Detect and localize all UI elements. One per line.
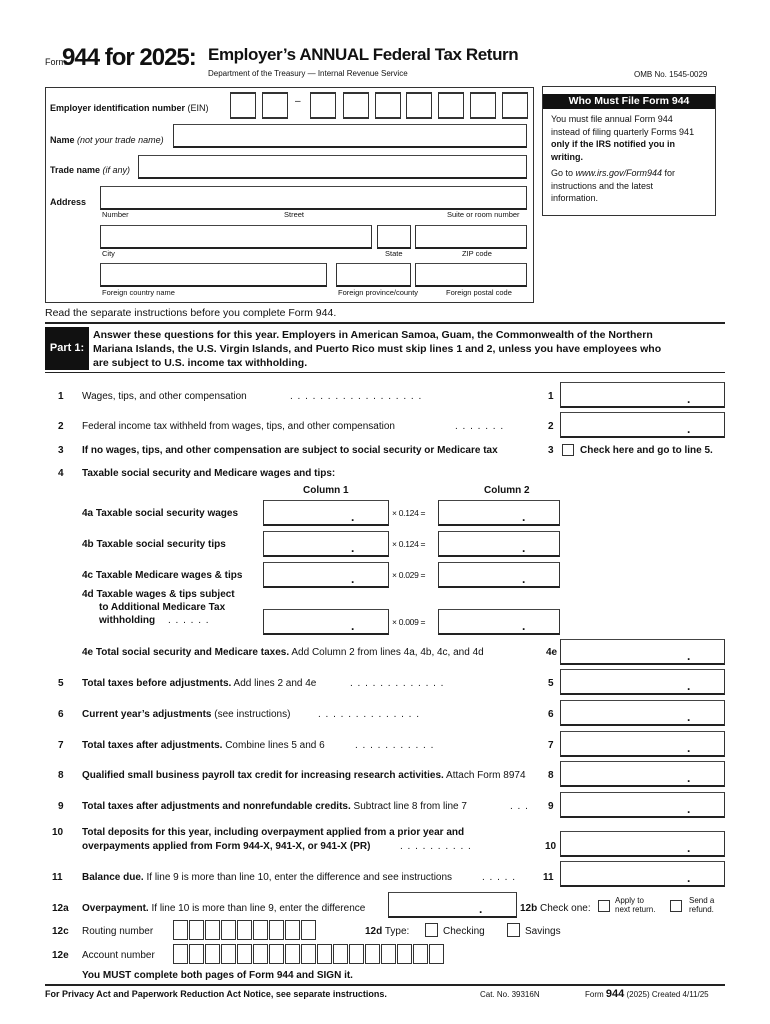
- line-ref: 8: [548, 770, 554, 781]
- line-11-label: [82, 872, 452, 883]
- checking-checkbox[interactable]: [425, 923, 438, 937]
- routing-digit-box[interactable]: [269, 920, 284, 940]
- who-line: instead of filing quarterly Forms 941: [551, 126, 695, 137]
- ein-digit-box[interactable]: [438, 92, 464, 119]
- zip-input[interactable]: [415, 225, 527, 249]
- line-ref: 2: [548, 421, 554, 432]
- rate-l4b: × 0.124 =: [392, 539, 426, 549]
- ein-label-text: Employer identification number: [50, 103, 186, 113]
- line-12b-label-bold: 12b: [520, 903, 538, 914]
- account-digit-box[interactable]: [269, 944, 284, 964]
- line-12a-label: [82, 903, 365, 914]
- account-digit-box[interactable]: [285, 944, 300, 964]
- line-4-label: Taxable social security and Medicare wages and tips:: [82, 468, 336, 479]
- read-instructions-note: Read the separate instructions before you complete Form 944.: [45, 307, 337, 319]
- routing-digit-box[interactable]: [285, 920, 300, 940]
- decimal-point: .: [522, 510, 526, 524]
- line-l4c-label: 4c Taxable Medicare wages & tips: [82, 570, 243, 581]
- name-label-text: Name: [50, 135, 75, 145]
- line-number: 6: [58, 709, 64, 720]
- decimal-point: .: [687, 871, 691, 885]
- decimal-point: .: [687, 679, 691, 693]
- leader-dots: . . . . . . . . . . . . .: [350, 678, 445, 689]
- line-l6-label: [82, 709, 290, 720]
- sign-reminder: You MUST complete both pages of Form 944 and SIGN it.: [82, 970, 353, 981]
- column-1-header: Column 1: [303, 485, 349, 496]
- line-4e-label-bold: 4e Total social security and Medicare taxes.: [82, 647, 290, 658]
- apply-option: Apply to: [615, 896, 644, 905]
- decimal-point: .: [687, 649, 691, 663]
- state-caption: State: [385, 249, 403, 258]
- who-line: instructions and the latest: [551, 180, 654, 191]
- savings-checkbox[interactable]: [507, 923, 520, 937]
- routing-digit-box[interactable]: [189, 920, 204, 940]
- part1-line: Answer these questions for this year. Employers in American Samoa, Guam, the Commonwealth of the Northern: [93, 329, 653, 341]
- savings-label: Savings: [525, 926, 561, 937]
- leader-dots: . . . . . . . . . .: [400, 841, 472, 852]
- line-l1-label: Wages, tips, and other compensation: [82, 391, 247, 402]
- line-l7-label-bold: Total taxes after adjustments.: [82, 740, 223, 751]
- line-l5-amount[interactable]: [560, 669, 725, 695]
- line-12a-label-text: If line 10 is more than line 9, enter the difference: [148, 903, 366, 914]
- leader-dots: . . . . . . . . . . . . . . . . . .: [290, 391, 423, 402]
- ein-digit-box[interactable]: [343, 92, 369, 119]
- leader-dots: . . . . . .: [168, 615, 210, 626]
- who-line: only if the IRS notified you in: [551, 139, 675, 149]
- line-l4c-column2[interactable]: [438, 562, 560, 588]
- form-title: Employer’s ANNUAL Federal Tax Return: [208, 45, 519, 64]
- line-10-label: Total deposits for this year, including overpayment applied from a prior year and: [82, 827, 465, 838]
- who-must-file-box: [542, 86, 716, 216]
- line-ref: 7: [548, 740, 554, 751]
- account-digit-box[interactable]: [205, 944, 220, 964]
- line-l4a-column1[interactable]: [263, 500, 389, 526]
- trade-label-text: Trade name: [50, 165, 101, 175]
- account-digit-box[interactable]: [349, 944, 364, 964]
- rate-l4d: × 0.009 =: [392, 617, 426, 627]
- address-label: Address: [50, 197, 87, 207]
- form-number: 944 for 2025:: [62, 44, 196, 71]
- name-input[interactable]: [173, 124, 527, 148]
- routing-digit-box[interactable]: [173, 920, 188, 940]
- line-4e-amount[interactable]: [560, 639, 725, 665]
- who-line: information.: [551, 193, 599, 203]
- footer-form-word: Form: [585, 990, 604, 999]
- line-l4d-column2[interactable]: [438, 609, 560, 635]
- line-ref: 6: [548, 709, 554, 720]
- line-4d-label: to Additional Medicare Tax: [99, 602, 226, 613]
- decimal-point: .: [687, 422, 691, 436]
- account-number-label: Account number: [82, 950, 155, 961]
- account-digit-box[interactable]: [317, 944, 332, 964]
- line-l9-label-text: Subtract line 8 from line 7: [350, 801, 467, 812]
- line-l7-amount[interactable]: [560, 731, 725, 757]
- line-l6-label-bold: Current year’s adjustments: [82, 709, 212, 720]
- account-digit-box[interactable]: [253, 944, 268, 964]
- name-label: [50, 135, 164, 145]
- line-l4b-column2[interactable]: [438, 531, 560, 557]
- trade-name-input[interactable]: [138, 155, 527, 179]
- account-digit-box[interactable]: [189, 944, 204, 964]
- decimal-point: .: [687, 802, 691, 816]
- line-ref: 10: [545, 841, 557, 852]
- line-number: 3: [58, 445, 64, 456]
- ein-suffix: (EIN): [187, 103, 209, 113]
- line-l5-label-bold: Total taxes before adjustments.: [82, 678, 232, 689]
- form-footer: [585, 988, 709, 1000]
- country-caption: Foreign country name: [102, 288, 175, 297]
- line-l4b-label: 4b Taxable social security tips: [82, 539, 226, 550]
- routing-number-label: Routing number: [82, 926, 154, 937]
- line-4e-label-text: Add Column 2 from lines 4a, 4b, 4c, and 4d: [289, 647, 484, 658]
- irs-link[interactable]: www.irs.gov/Form944: [575, 168, 663, 178]
- line-l7-label-text: Combine lines 5 and 6: [222, 740, 325, 751]
- line-number: 7: [58, 740, 64, 751]
- line-ref: 1: [548, 391, 554, 402]
- trade-note: (if any): [102, 165, 131, 175]
- postal-caption: Foreign postal code: [446, 288, 512, 297]
- line-l4c-column1[interactable]: [263, 562, 389, 588]
- decimal-point: .: [687, 771, 691, 785]
- leader-dots: . . . . . . . . . . .: [355, 740, 435, 751]
- line-number: 5: [58, 678, 64, 689]
- city-caption: City: [102, 249, 115, 258]
- who-go-to: Go to: [551, 168, 576, 178]
- leader-dots: . . . . .: [482, 872, 517, 883]
- who-for: for: [662, 168, 676, 178]
- line-number: 2: [58, 421, 64, 432]
- decimal-point: .: [522, 572, 526, 586]
- privacy-notice: For Privacy Act and Paperwork Reduction Act Notice, see separate instructions.: [45, 989, 387, 999]
- decimal-point: .: [351, 619, 355, 633]
- line-ref: 9: [548, 801, 554, 812]
- who-link-line: [551, 167, 715, 180]
- line-12d-label-text: Type:: [382, 926, 410, 937]
- line-3-checkbox[interactable]: [562, 444, 574, 456]
- line-12d-label: [365, 926, 409, 937]
- line-10-amount[interactable]: [560, 831, 725, 857]
- line-number: 4: [58, 468, 64, 479]
- line-l8-amount[interactable]: [560, 761, 725, 787]
- routing-digit-box[interactable]: [253, 920, 268, 940]
- part1-label: Part 1:: [45, 327, 89, 370]
- line-3-check-label: Check here and go to line 5.: [580, 445, 713, 456]
- rate-l4a: × 0.124 =: [392, 508, 426, 518]
- line-l5-label-text: Add lines 2 and 4e: [231, 678, 317, 689]
- who-must-file-text: [543, 109, 715, 205]
- footer-divider: [45, 984, 725, 986]
- line-l9-label: [82, 801, 467, 812]
- line-number: 12c: [52, 926, 69, 937]
- line-l9-label-bold: Total taxes after adjustments and nonrefundable credits.: [82, 801, 351, 812]
- line-12d-label-bold: 12d: [365, 926, 383, 937]
- account-digit-box[interactable]: [429, 944, 444, 964]
- divider: [45, 322, 725, 324]
- line-4e-label: [82, 647, 484, 658]
- decimal-point: .: [351, 541, 355, 555]
- suite-caption: Suite or room number: [447, 210, 520, 219]
- number-caption: Number: [102, 210, 129, 219]
- line-number: 8: [58, 770, 64, 781]
- line-number: 1: [58, 391, 64, 402]
- line-11-label-text: If line 9 is more than line 10, enter the difference and see instructions: [143, 872, 453, 883]
- part1-line: Mariana Islands, the U.S. Virgin Islands, and Puerto Rico must skip lines 1 and 2, unless you have employees who: [93, 343, 662, 355]
- refund-option: Send a: [689, 896, 715, 905]
- leader-dots: . . .: [510, 801, 529, 812]
- city-input[interactable]: [100, 225, 372, 249]
- line-12b-label-text: Check one:: [537, 903, 591, 914]
- account-digit-box[interactable]: [381, 944, 396, 964]
- line-11-amount[interactable]: [560, 861, 725, 887]
- line-l8-label-bold: Qualified small business payroll tax credit for increasing research activities.: [82, 770, 444, 781]
- catalog-number: Cat. No. 39316N: [480, 990, 540, 999]
- ein-digit-box[interactable]: [230, 92, 256, 119]
- line-number: 10: [52, 827, 64, 838]
- line-number: 12e: [52, 950, 69, 961]
- ein-digit-box[interactable]: [502, 92, 528, 119]
- line-l6-label-text: (see instructions): [211, 709, 291, 720]
- account-digit-box[interactable]: [301, 944, 316, 964]
- routing-digit-box[interactable]: [205, 920, 220, 940]
- zip-caption: ZIP code: [462, 249, 492, 258]
- omb-number: OMB No. 1545-0029: [634, 70, 708, 79]
- line-number: 12a: [52, 903, 69, 914]
- department: Department of the Treasury — Internal Revenue Service: [208, 69, 408, 78]
- line-l2-label: Federal income tax withheld from wages, tips, and other compensation: [82, 421, 395, 432]
- line-ref: 11: [543, 872, 554, 883]
- line-l4b-column1[interactable]: [263, 531, 389, 557]
- line-12b-label: [520, 903, 591, 914]
- account-digit-box[interactable]: [173, 944, 188, 964]
- part1-instructions: [93, 328, 661, 370]
- line-l8-label-text: Attach Form 8974: [443, 770, 526, 781]
- account-digit-box[interactable]: [413, 944, 428, 964]
- line-number: 9: [58, 801, 64, 812]
- account-digit-box[interactable]: [221, 944, 236, 964]
- who-line: You must file annual Form 944: [551, 114, 673, 124]
- account-digit-box[interactable]: [397, 944, 412, 964]
- account-digit-box[interactable]: [237, 944, 252, 964]
- form-word: Form: [45, 57, 66, 67]
- line-ref: 3: [548, 445, 554, 456]
- ein-digit-box[interactable]: [310, 92, 336, 119]
- routing-digit-box[interactable]: [221, 920, 236, 940]
- decimal-point: .: [522, 541, 526, 555]
- ein-digit-box[interactable]: [470, 92, 496, 119]
- who-line: writing.: [551, 151, 583, 162]
- decimal-point: .: [479, 902, 483, 916]
- rate-l4c: × 0.029 =: [392, 570, 426, 580]
- foreign-postal-input[interactable]: [415, 263, 527, 287]
- trade-name-label: [50, 165, 130, 175]
- line-l5-label: [82, 678, 316, 689]
- who-must-file-title: Who Must File Form 944: [543, 94, 715, 109]
- footer-form-number: 944: [605, 988, 625, 1000]
- line-4d-label: 4d Taxable wages & tips subject: [82, 589, 235, 600]
- line-ref: 4e: [546, 647, 558, 658]
- apply-to-next-return-checkbox[interactable]: [598, 900, 610, 912]
- line-l4a-column2[interactable]: [438, 500, 560, 526]
- line-l7-label: [82, 740, 325, 751]
- decimal-point: .: [687, 392, 691, 406]
- send-refund-checkbox[interactable]: [670, 900, 682, 912]
- line-l1-amount[interactable]: [560, 382, 725, 408]
- divider: [45, 372, 725, 373]
- line-12a-label-bold: Overpayment.: [82, 903, 149, 914]
- account-digit-box[interactable]: [333, 944, 348, 964]
- street-caption: Street: [284, 210, 305, 219]
- decimal-point: .: [687, 841, 691, 855]
- ein-digit-box[interactable]: [262, 92, 288, 119]
- checking-label: Checking: [443, 926, 485, 937]
- line-4d-label: withholding: [99, 615, 156, 626]
- routing-digit-box[interactable]: [301, 920, 316, 940]
- line-10-label: overpayments applied from Form 944-X, 941-X, or 941-X (PR): [82, 841, 371, 852]
- account-digit-box[interactable]: [365, 944, 380, 964]
- decimal-point: .: [522, 619, 526, 633]
- decimal-point: .: [687, 741, 691, 755]
- refund-option: refund.: [689, 905, 714, 914]
- decimal-point: .: [351, 572, 355, 586]
- line-ref: 5: [548, 678, 554, 689]
- routing-digit-box[interactable]: [237, 920, 252, 940]
- leader-dots: . . . . . . . . . . . . . .: [318, 709, 421, 720]
- line-11-label-bold: Balance due.: [82, 872, 144, 883]
- line-l8-label: [82, 770, 526, 781]
- line-l9-amount[interactable]: [560, 792, 725, 818]
- column-2-header: Column 2: [484, 485, 530, 496]
- ein-label: [50, 103, 209, 113]
- foreign-province-input[interactable]: [336, 263, 411, 287]
- line-l4a-label: 4a Taxable social security wages: [82, 508, 239, 519]
- state-input[interactable]: [377, 225, 411, 249]
- footer-created: (2025) Created 4/11/25: [626, 990, 709, 999]
- name-note: (not your trade name): [77, 135, 164, 145]
- apply-option: next return.: [615, 905, 656, 914]
- province-caption: Foreign province/county: [338, 288, 419, 297]
- street-address-input[interactable]: [100, 186, 527, 210]
- foreign-country-input[interactable]: [100, 263, 327, 287]
- line-12a-amount[interactable]: [388, 892, 517, 918]
- line-l6-amount[interactable]: [560, 700, 725, 726]
- decimal-point: .: [351, 510, 355, 524]
- line-l4d-column1[interactable]: [263, 609, 389, 635]
- leader-dots: . . . . . . .: [455, 421, 505, 432]
- ein-dash: –: [295, 96, 301, 107]
- ein-digit-box[interactable]: [406, 92, 432, 119]
- decimal-point: .: [687, 710, 691, 724]
- line-3-label: If no wages, tips, and other compensation are subject to social security or Medicare tax: [82, 445, 498, 456]
- ein-digit-box[interactable]: [375, 92, 401, 119]
- part1-line: are subject to U.S. income tax withholding.: [93, 357, 308, 369]
- line-l2-amount[interactable]: [560, 412, 725, 438]
- line-number: 11: [52, 872, 63, 883]
